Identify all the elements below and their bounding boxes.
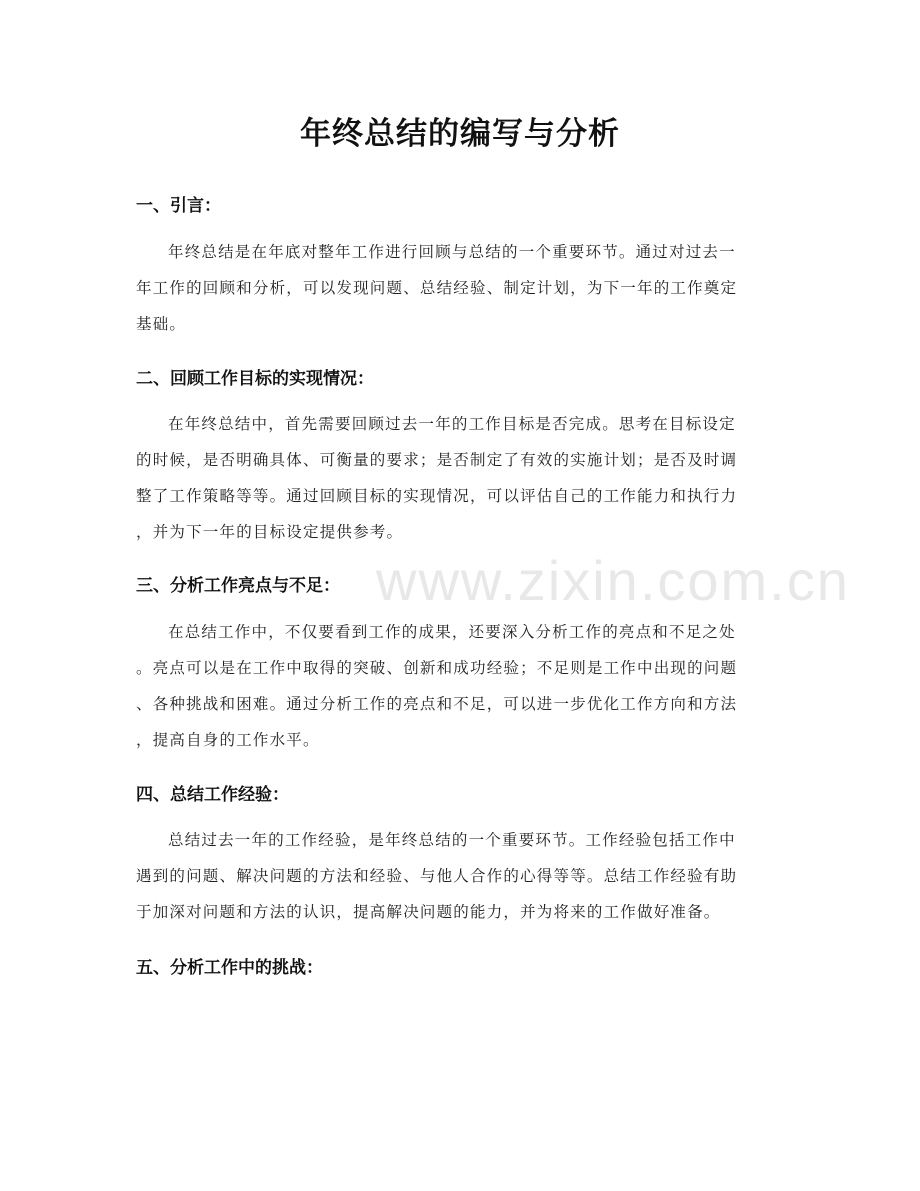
paragraph-line: 年终总结是在年底对整年工作进行回顾与总结的一个重要环节。通过对过去一: [168, 243, 736, 261]
paragraph-line: 总结过去一年的工作经验，是年终总结的一个重要环节。工作经验包括工作中: [168, 831, 736, 849]
paragraph-line: 基础。: [136, 315, 187, 333]
paragraph-line: 在年终总结中，首先需要回顾过去一年的工作目标是否完成。思考在目标设定: [168, 415, 736, 433]
section-heading-intro: 一、引言：: [136, 196, 221, 216]
paragraph-line: 。亮点可以是在工作中取得的突破、创新和成功经验；不足则是工作中出现的问题: [136, 659, 738, 677]
section-paragraph-intro: [136, 234, 786, 342]
watermark-text: www.zixin.com.cn: [376, 549, 850, 612]
paragraph-line: 于加深对问题和方法的认识，提高解决问题的能力，并为将来的工作做好准备。: [136, 903, 721, 921]
section-heading-highlights: 三、分析工作亮点与不足：: [136, 576, 340, 596]
section-heading-challenges: 五、分析工作中的挑战：: [136, 958, 323, 978]
section-heading-goals: 二、回顾工作目标的实现情况：: [136, 369, 374, 389]
paragraph-line: 的时候，是否明确具体、可衡量的要求；是否制定了有效的实施计划；是否及时调: [136, 451, 738, 469]
paragraph-line: 年工作的回顾和分析，可以发现问题、总结经验、制定计划，为下一年的工作奠定: [136, 279, 738, 297]
paragraph-line: ，提高自身的工作水平。: [136, 731, 320, 749]
section-paragraph-experience: [136, 822, 786, 930]
paragraph-line: 遇到的问题、解决问题的方法和经验、与他人合作的心得等等。总结工作经验有助: [136, 867, 738, 885]
paragraph-line: 在总结工作中，不仅要看到工作的成果，还要深入分析工作的亮点和不足之处: [168, 623, 736, 641]
paragraph-line: ，并为下一年的目标设定提供参考。: [136, 523, 404, 541]
paragraph-line: 整了工作策略等等。通过回顾目标的实现情况，可以评估自己的工作能力和执行力: [136, 487, 738, 505]
section-paragraph-highlights: [136, 614, 786, 758]
section-heading-experience: 四、总结工作经验：: [136, 785, 289, 805]
document-title: 年终总结的编写与分析: [300, 116, 620, 152]
paragraph-line: 、各种挑战和困难。通过分析工作的亮点和不足，可以进一步优化工作方向和方法: [136, 695, 738, 713]
section-paragraph-goals: [136, 406, 786, 550]
